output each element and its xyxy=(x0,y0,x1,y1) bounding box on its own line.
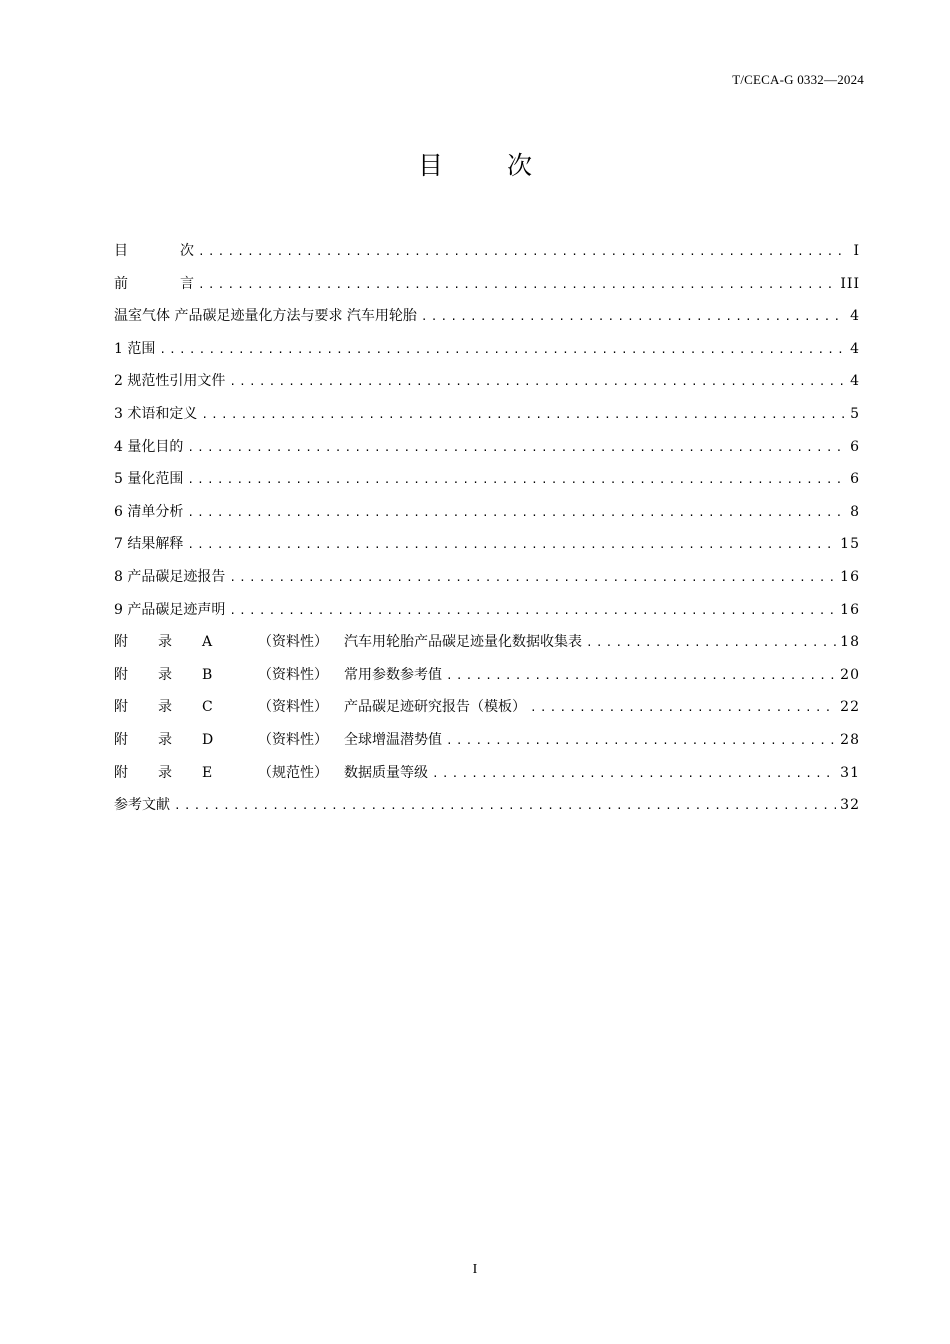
dot-leader xyxy=(187,441,844,454)
toc-entry-label: 前 言 xyxy=(114,275,194,292)
toc-page-number: 16 xyxy=(840,568,860,585)
dot-leader xyxy=(446,669,836,682)
toc-entry-label: 附 录 A （资料性） 汽车用轮胎产品碳足迹量化数据收集表 xyxy=(114,634,582,651)
dot-leader xyxy=(187,538,836,551)
toc-page-number: 31 xyxy=(840,764,860,781)
toc-entry-label: 5 量化范围 xyxy=(114,471,184,488)
toc-entry-label: 6 清单分析 xyxy=(114,503,184,520)
document-code: T/CECA-G 0332—2024 xyxy=(732,72,864,87)
toc-entry-label: 9 产品碳足迹声明 xyxy=(114,601,226,618)
toc-entry-appendix-d[interactable] xyxy=(114,729,860,762)
toc-entry-scope[interactable] xyxy=(114,338,860,371)
toc-page-number: I xyxy=(853,243,860,259)
toc-entry-label: 目 次 xyxy=(114,243,194,259)
dot-leader xyxy=(586,636,836,649)
toc-page-number: 6 xyxy=(850,471,860,488)
toc-page-number: 28 xyxy=(840,731,860,748)
toc-page-number: 22 xyxy=(840,699,860,716)
dot-leader xyxy=(229,604,836,617)
title-char-1: 目 xyxy=(417,151,443,180)
dot-leader xyxy=(201,408,844,421)
dot-leader xyxy=(229,571,836,584)
table-of-contents xyxy=(114,240,860,827)
toc-entry-label: 附 录 C （资料性） 产品碳足迹研究报告（模板） xyxy=(114,699,526,716)
toc-entry-inventory-analysis[interactable] xyxy=(114,501,860,534)
toc-entry-quantification-goal[interactable] xyxy=(114,436,860,469)
toc-entry-label: 8 产品碳足迹报告 xyxy=(114,568,226,585)
dot-leader xyxy=(446,734,836,747)
toc-entry-references[interactable] xyxy=(114,794,860,827)
toc-page-number: 32 xyxy=(840,797,860,814)
toc-entry-appendix-b[interactable] xyxy=(114,664,860,697)
toc-page-number: 4 xyxy=(850,308,860,325)
dot-leader xyxy=(229,375,844,388)
dot-leader xyxy=(198,278,836,291)
toc-entry-contents[interactable] xyxy=(114,240,860,273)
toc-entry-report[interactable] xyxy=(114,566,860,599)
toc-entry-appendix-a[interactable] xyxy=(114,631,860,664)
toc-entry-label: 附 录 D （资料性） 全球增温潜势值 xyxy=(114,731,442,748)
toc-entry-label: 1 范围 xyxy=(114,340,156,357)
toc-page-number: 6 xyxy=(850,438,860,455)
toc-entry-standard-title[interactable] xyxy=(114,305,860,338)
toc-page-number: 18 xyxy=(840,634,860,651)
toc-page-number: 5 xyxy=(850,405,860,422)
dot-leader xyxy=(187,473,844,486)
toc-entry-appendix-c[interactable] xyxy=(114,696,860,729)
toc-entry-label: 7 结果解释 xyxy=(114,536,184,553)
dot-leader xyxy=(159,343,844,356)
dot-leader xyxy=(198,245,844,258)
footer-page-number: I xyxy=(472,1262,478,1277)
dot-leader xyxy=(432,767,836,780)
toc-entry-label: 4 量化目的 xyxy=(114,438,184,455)
toc-page-number: 4 xyxy=(850,373,860,390)
toc-entry-appendix-e[interactable] xyxy=(114,762,860,795)
toc-entry-foreword[interactable] xyxy=(114,273,860,306)
toc-entry-label: 附 录 B （资料性） 常用参数参考值 xyxy=(114,666,442,683)
toc-entry-interpretation[interactable] xyxy=(114,533,860,566)
toc-page-number: 15 xyxy=(840,536,860,553)
dot-leader xyxy=(421,310,844,323)
toc-entry-label: 3 术语和定义 xyxy=(114,405,198,422)
toc-page-number: 8 xyxy=(850,503,860,520)
toc-entry-label: 温室气体 产品碳足迹量化方法与要求 汽车用轮胎 xyxy=(114,308,417,325)
toc-page-number: III xyxy=(840,275,860,292)
toc-entry-label: 参考文献 xyxy=(114,797,170,814)
toc-page-number: 20 xyxy=(840,666,860,683)
dot-leader xyxy=(187,506,844,519)
title-char-2: 次 xyxy=(507,151,533,180)
toc-entry-terms[interactable] xyxy=(114,403,860,436)
toc-entry-normative-references[interactable] xyxy=(114,370,860,403)
toc-page-number: 4 xyxy=(850,340,860,357)
toc-entry-quantification-scope[interactable] xyxy=(114,468,860,501)
toc-entry-label: 附 录 E （规范性） 数据质量等级 xyxy=(114,764,428,781)
page-title xyxy=(0,146,950,182)
toc-entry-label: 2 规范性引用文件 xyxy=(114,373,226,390)
dot-leader xyxy=(530,701,836,714)
toc-entry-declaration[interactable] xyxy=(114,599,860,632)
dot-leader xyxy=(174,799,836,812)
toc-page-number: 16 xyxy=(840,601,860,618)
